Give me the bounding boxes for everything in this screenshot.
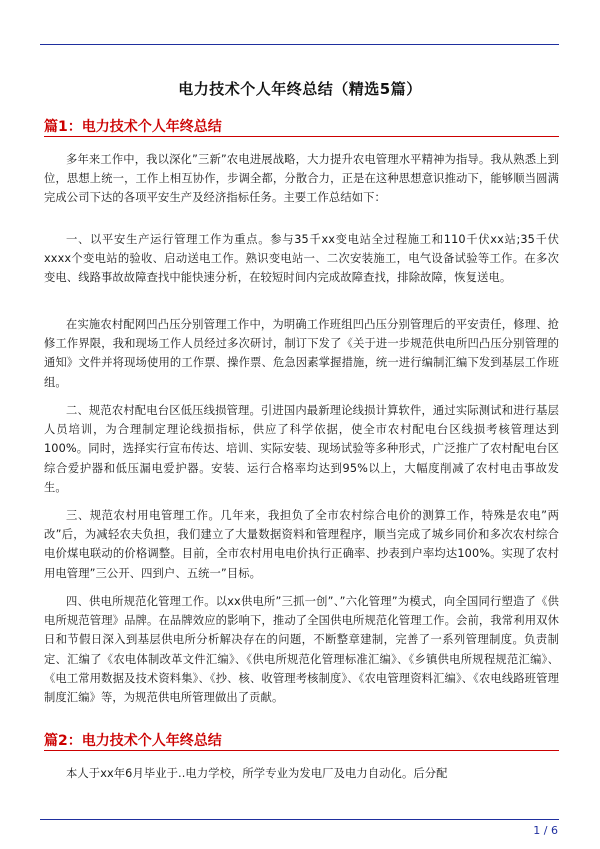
section-1-paragraph-3: 在实施农村配网凹凸压分别管理工作中，为明确工作班组凹凸压分别管理后的平安责任，修理、抢修工作界限，我和现场工作人员经过多次研讨，制订下发了《关于进一步规范供电所凹凸压分别管理的通知》文件并将现场使用的工作票、操作票、危急因素掌握措施，统一进行编制汇编下发到基层工作班组。 <box>44 318 559 389</box>
section-1-paragraph-1: 多年来工作中，我以深化”三新”农电进展战略，大力提升农电管理水平精神为指导。我从熟悉上到位，思想上统一，工作上相互协作，步调全都，分散合力，正是在这种思想意识推动下，能够顺当圆满完成公司下达的各项平安生产及经济指标任务。主要工作总结如下： <box>44 153 559 205</box>
page-number: 1 / 6 <box>533 824 558 837</box>
footer-rule <box>40 819 559 820</box>
section-2-underline <box>44 750 559 751</box>
section-1-paragraph-6: 四、供电所规范化管理工作。以xx供电所”三抓一创”、”六化管理”为模式，向全国同行塑造了《供电所规范管理》品牌。在品牌效应的影响下，推动了全国供电所规范化管理工作。会前，我常利用双休日和节假日深入到基层供电所分析解决存在的问题，不断整章建制，完善了一系列管理制度。负责制定、汇编了《农电体制改革文件汇编》、《供电所规范化管理标准汇编》、《乡镇供电所规程规范汇编》、《电工常用数据及技术资料集》、《抄、核、收管理考核制度》、《农电管理资料汇编》、《农电线路班管理制度汇编》等，为规范供电所管理做出了贡献。 <box>44 595 559 705</box>
section-1-paragraph-4: 二、规范农村配电台区低压线损管理。引进国内最新理论线损计算软件，通过实际测试和进行基层人员培训，为合理制定理论线损指标，供应了科学依据，使全市农村配电台区线损考核管理达到100%。同时，选择实行宣布传达、培训、实际安装、现场试验等多种形式，广泛推广了农村配电台区综合爱护器和低压漏电爱护器。安装、运行合格率均达到95%以上，大幅度削减了农村电击事故发生。 <box>44 404 559 494</box>
section-1-paragraph-2: 一、以平安生产运行管理工作为重点。参与35千xx变电站全过程施工和110千伏xx站;35千伏xxxx个变电站的验收、启动送电工作。熟识变电站一、二次安装施工，电气设备试验等工作。在多次变电、线路事故故障查找中能快速分析，在较短时间内完成故障查找，排除故障，恢复送电。 <box>44 233 559 285</box>
document-title: 电力技术个人年终总结（精选5篇） <box>178 80 422 98</box>
section-1-paragraph-5: 三、规范农村用电管理工作。几年来，我担负了全市农村综合电价的测算工作，特殊是农电”两改”后，为减轻农夫负担，我们建立了大量数据资料和管理程序，顺当完成了城乡同价和多次农村综合电价煤电联动的价格调整。目前，全市农村用电电价执行正确率、抄表到户率均达100%。实现了农村用电管理”三公开、四到户、五统一”目标。 <box>44 509 559 580</box>
header-rule <box>40 44 559 45</box>
section-2-heading: 篇2：电力技术个人年终总结 <box>44 733 222 749</box>
section-2-paragraph-1: 本人于xx年6月毕业于..电力学校，所学专业为发电厂及电力自动化。后分配 <box>66 767 448 780</box>
section-1-heading: 篇1：电力技术个人年终总结 <box>44 119 222 135</box>
section-1-underline <box>44 136 559 137</box>
